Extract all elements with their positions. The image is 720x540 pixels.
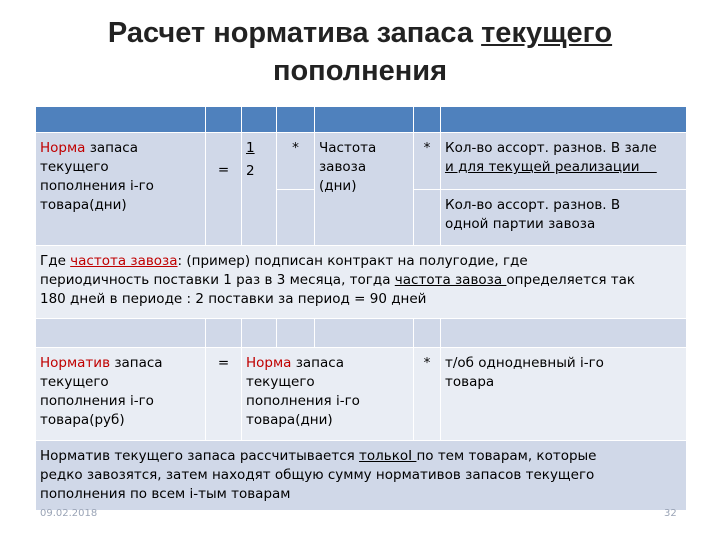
fraction-numerator: 1 — [246, 140, 255, 156]
standard-label-cell: Норматив запаса текущего пополнения i-го товара(руб) — [36, 348, 206, 441]
title-line-1: Расчет норматива запаса текущего — [107, 17, 613, 49]
equals-sign: = — [206, 133, 242, 246]
header-row — [36, 107, 687, 133]
standard-formula-row — [36, 348, 687, 441]
spacer-row — [36, 319, 687, 348]
slide-title — [0, 14, 720, 90]
norm-label-cell: Норма запаса текущего пополнения i-го товара(дни) — [36, 133, 206, 246]
title-line-2: пополнения — [272, 55, 448, 87]
norm-reference-cell: Норма запаса текущего пополнения i-го товара(дни) — [242, 348, 414, 441]
multiply-sign-2: * — [414, 133, 441, 190]
daily-turnover-cell: т/об однодневный i-го товара — [441, 348, 687, 441]
frequency-example-row — [36, 246, 687, 319]
page-number: 32 — [664, 508, 677, 519]
assortment-denominator-cell: Кол-во ассорт. разнов. В одной партии завоза — [441, 190, 687, 246]
fraction-denominator: 2 — [246, 163, 255, 179]
frequency-example-text: Где частота завоза: (пример) подписан контракт на полугодие, где периодичность поставки 1 раз в 3 месяца, тогда частота завоза определяется так 180 дней в периоде : 2 поставки за период = 90 дней — [36, 246, 687, 319]
formula-table — [35, 106, 687, 511]
frequency-cell: Частота завоза (дни) — [315, 133, 414, 246]
calculation-note-row — [36, 441, 687, 511]
multiply-sign: * — [277, 133, 315, 190]
assortment-numerator-cell: Кол-во ассорт. разнов. В зале и для текущей реализации — [441, 133, 687, 190]
calculation-note-text: Норматив текущего запаса рассчитывается толькоI по тем товарам, которые редко завозятся, затем находят общую сумму нормативов запасов текущего пополнения по всем i-тым товарам — [36, 441, 687, 511]
equals-sign-2: = — [206, 348, 242, 441]
footer-date: 09.02.2018 — [40, 508, 98, 519]
norm-formula-row-top — [36, 133, 687, 190]
fraction-cell — [242, 133, 277, 246]
multiply-sign-3: * — [414, 348, 441, 441]
